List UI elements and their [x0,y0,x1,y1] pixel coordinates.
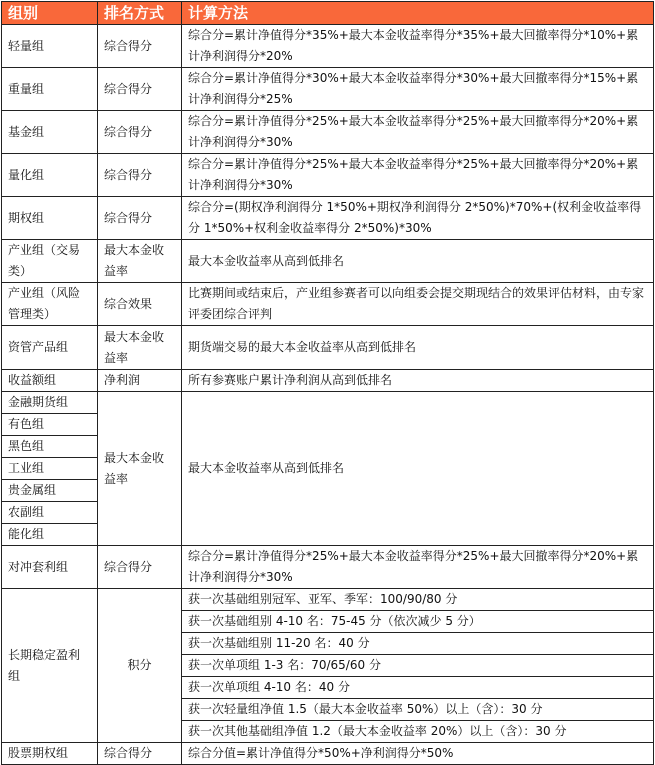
scoring-rules-table [1,1,654,765]
group-cell: 对冲套利组 [2,546,98,589]
header-calc-method: 计算方法 [182,2,654,25]
points-rule: 获一次其他基础组净值 1.2（最大本金收益率 20%）以上（含）：30 分 [182,721,654,743]
group-cell: 工业组 [2,458,98,480]
group-cell: 贵金属组 [2,480,98,502]
table-row [2,589,654,611]
table-row [2,283,654,326]
calc-cell: 比赛期间或结束后，产业组参赛者可以向组委会提交期现结合的效果评估材料，由专家评委团综合评判 [182,283,654,326]
table-row [2,25,654,68]
points-rule: 获一次基础组别 11-20 名：40 分 [182,633,654,655]
rank-cell: 最大本金收益率 [98,326,182,370]
rank-cell: 综合得分 [98,197,182,240]
group-cell: 农副组 [2,502,98,524]
group-cell: 产业组（风险管理类） [2,283,98,326]
group-cell: 有色组 [2,414,98,436]
points-rule: 获一次基础组别冠军、亚军、季军：100/90/80 分 [182,589,654,611]
table-row [2,240,654,283]
calc-cell: 综合分值=累计净值得分*50%+净利润得分*50% [182,743,654,765]
group-cell: 基金组 [2,111,98,154]
rank-cell: 综合得分 [98,743,182,765]
calc-cell: 综合分=累计净值得分*25%+最大本金收益率得分*25%+最大回撤率得分*20%+累计净利润得分*30% [182,546,654,589]
calc-cell: 期货端交易的最大本金收益率从高到低排名 [182,326,654,370]
rank-cell: 综合得分 [98,154,182,197]
group-cell: 金融期货组 [2,392,98,414]
group-cell: 黑色组 [2,436,98,458]
rank-cell: 综合得分 [98,111,182,154]
group-cell: 股票期权组 [2,743,98,765]
rank-cell: 综合得分 [98,68,182,111]
table-row [2,326,654,370]
group-cell: 期权组 [2,197,98,240]
header-rank-method: 排名方式 [98,2,182,25]
points-rule: 获一次基础组别 4-10 名：75-45 分（依次减少 5 分） [182,611,654,633]
group-cell: 量化组 [2,154,98,197]
rank-cell: 综合得分 [98,25,182,68]
table-row [2,392,654,414]
calc-cell-merged: 最大本金收益率从高到低排名 [182,392,654,546]
group-cell: 资管产品组 [2,326,98,370]
table-row [2,546,654,589]
table-row [2,111,654,154]
points-rule: 获一次单项组 4-10 名：40 分 [182,677,654,699]
rank-cell-long-term: 积分 [98,589,182,743]
calc-cell: 所有参赛账户累计净利润从高到低排名 [182,370,654,392]
rank-cell: 净利润 [98,370,182,392]
calc-cell: 综合分=累计净值得分*30%+最大本金收益率得分*30%+最大回撤率得分*15%+累计净利润得分*25% [182,68,654,111]
table-row [2,68,654,111]
group-cell: 产业组（交易类） [2,240,98,283]
calc-cell: 综合分=(期权净利润得分 1*50%+期权净利润得分 2*50%)*70%+(权利金收益率得分 1*50%+权利金收益率得分 2*50%)*30% [182,197,654,240]
calc-cell: 最大本金收益率从高到低排名 [182,240,654,283]
table-row [2,154,654,197]
rank-cell: 综合得分 [98,546,182,589]
calc-cell: 综合分=累计净值得分*25%+最大本金收益率得分*25%+最大回撤率得分*20%+累计净利润得分*30% [182,154,654,197]
table-row [2,370,654,392]
group-cell: 收益额组 [2,370,98,392]
rank-cell: 综合效果 [98,283,182,326]
group-cell: 重量组 [2,68,98,111]
group-cell: 轻量组 [2,25,98,68]
header-group: 组别 [2,2,98,25]
rank-cell: 最大本金收益率 [98,240,182,283]
table-row [2,197,654,240]
calc-cell: 综合分=累计净值得分*35%+最大本金收益率得分*35%+最大回撤率得分*10%+累计净利润得分*20% [182,25,654,68]
table-header-row [2,2,654,25]
points-rule: 获一次单项组 1-3 名：70/65/60 分 [182,655,654,677]
group-cell-long-term: 长期稳定盈利组 [2,589,98,743]
calc-cell: 综合分=累计净值得分*25%+最大本金收益率得分*25%+最大回撤率得分*20%+累计净利润得分*30% [182,111,654,154]
rank-cell-merged: 最大本金收益率 [98,392,182,546]
points-rule: 获一次轻量组净值 1.5（最大本金收益率 50%）以上（含）：30 分 [182,699,654,721]
group-cell: 能化组 [2,524,98,546]
